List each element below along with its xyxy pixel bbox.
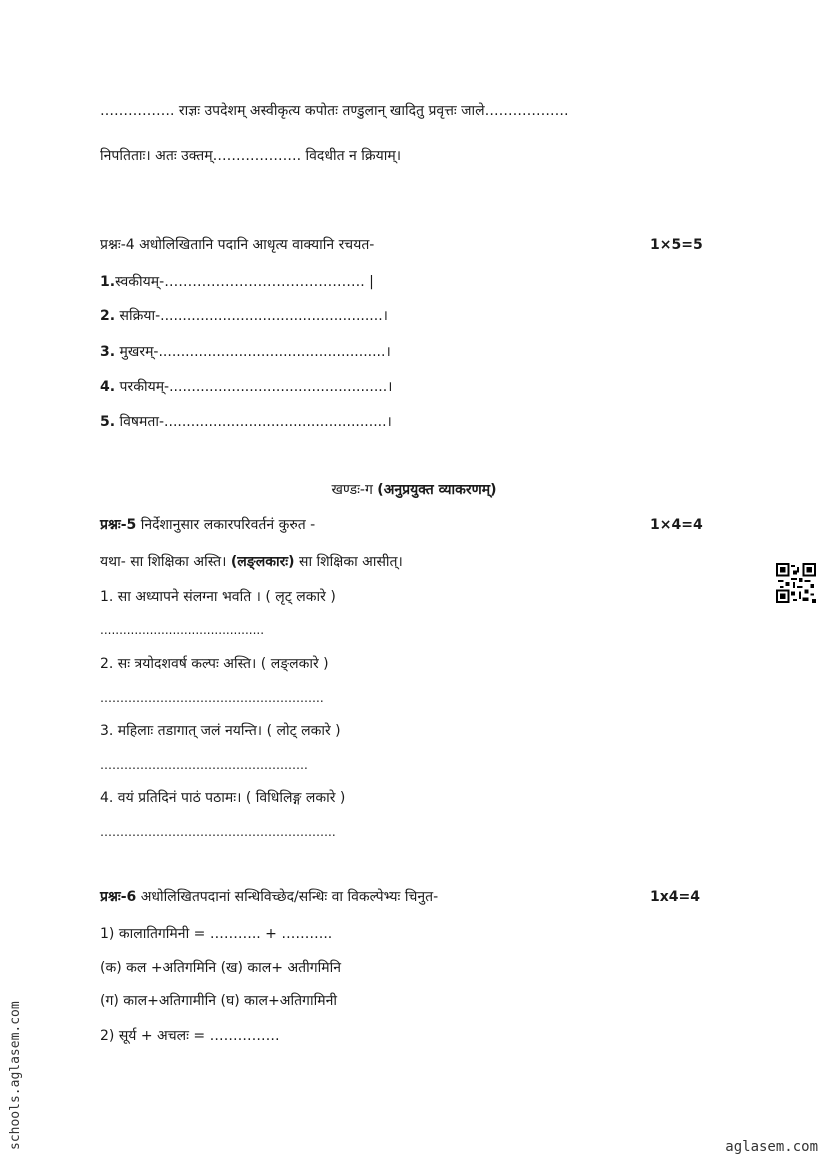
q6-number: प्रश्नः-6 <box>100 889 137 905</box>
answer-blank: ……………………………………………. <box>100 758 308 772</box>
q5-instruction: निर्देशानुसार लकारपरिवर्तनं कुरुत - <box>136 517 316 533</box>
item-text: स्वकीयम्-……………………………………. | <box>115 274 374 290</box>
section-title <box>0 480 828 500</box>
answer-blank: ……………………………………………….. <box>100 691 324 705</box>
corner-watermark: aglasem.com <box>725 1139 818 1155</box>
item-number: 4. <box>100 379 116 395</box>
item-text: सक्रिया-..................................................। <box>115 308 388 324</box>
q6-item-1: 1) कालातिगमिनी = ……….. + ……….. <box>100 926 333 942</box>
item-number: 5. <box>100 414 116 430</box>
q4-item <box>100 306 388 326</box>
item-text: विषमता-..................................................। <box>115 414 392 430</box>
q4-marks: 1×5=5 <box>650 237 703 253</box>
q5-item-4: 4. वयं प्रतिदिनं पाठं पठामः। ( विधिलिङ्ग लकारे ) <box>100 790 346 806</box>
item-text: मुखरम्-...................................................। <box>115 344 391 360</box>
item-text: परकीयम्-.................................................। <box>115 379 393 395</box>
q4-item <box>100 377 392 397</box>
section-title-bold: (अनुप्रयुक्त व्याकरणम्) <box>377 482 497 498</box>
q6-instruction: अधोलिखितपदानां सन्धिविच्छेद/सन्धिः वा विकल्पेभ्यः चिनुत- <box>136 889 439 905</box>
q5-item-1: 1. सा अध्यापने संलग्ना भवति । ( लृट् लकारे ) <box>100 589 336 605</box>
section-title-plain: खण्डः-ग <box>331 482 378 498</box>
q5-heading <box>100 515 315 535</box>
passage-line-2: निपतिताः। अतः उक्तम्………………. विदधीत न क्रियाम्। <box>100 148 402 164</box>
q5-item-3: 3. महिलाः तडागात् जलं नयन्ति। ( लोट् लकारे ) <box>100 723 341 739</box>
answer-blank: ........................................... <box>100 623 265 637</box>
side-watermark: schools.aglasem.com <box>8 1001 23 1150</box>
q5-number: प्रश्नः-5 <box>100 517 137 533</box>
item-number: 1. <box>100 274 116 290</box>
q6-item-2: 2) सूर्य + अचलः = …………… <box>100 1028 280 1044</box>
item-number: 2. <box>100 308 116 324</box>
qr-code-icon <box>776 563 816 603</box>
passage-line-1: ……………. राज्ञः उपदेशम् अस्वीकृत्य कपोतः तण्डुलान् खादितु प्रवृत्तः जाले……………… <box>100 103 569 119</box>
q6-options-1: (क) कल +अतिगमिनि (ख) काल+ अतीगमिनि <box>100 960 342 976</box>
q6-marks: 1x4=4 <box>650 889 700 905</box>
q4-item <box>100 272 374 292</box>
example-text: यथा- सा शिक्षिका अस्ति। <box>100 554 231 570</box>
q5-marks: 1×4=4 <box>650 517 703 533</box>
q4-heading: प्रश्नः-4 अधोलिखितानि पदानि आधृत्य वाक्यानि रचयत- <box>100 237 375 253</box>
q6-options-2: (ग) काल+अतिगामीनि (घ) काल+अतिगामिनी <box>100 993 337 1009</box>
q5-example <box>100 552 403 572</box>
example-answer: सा शिक्षिका आसीत्। <box>294 554 403 570</box>
item-number: 3. <box>100 344 116 360</box>
q6-heading <box>100 887 438 907</box>
answer-blank: ………………………………………………….. <box>100 825 336 839</box>
q5-item-2: 2. सः त्रयोदशवर्ष कल्पः अस्ति। ( लङ्लकारे ) <box>100 656 329 672</box>
q4-item <box>100 412 392 432</box>
q4-item <box>100 342 391 362</box>
example-lakara: (लङ्लकारः) <box>230 554 295 570</box>
